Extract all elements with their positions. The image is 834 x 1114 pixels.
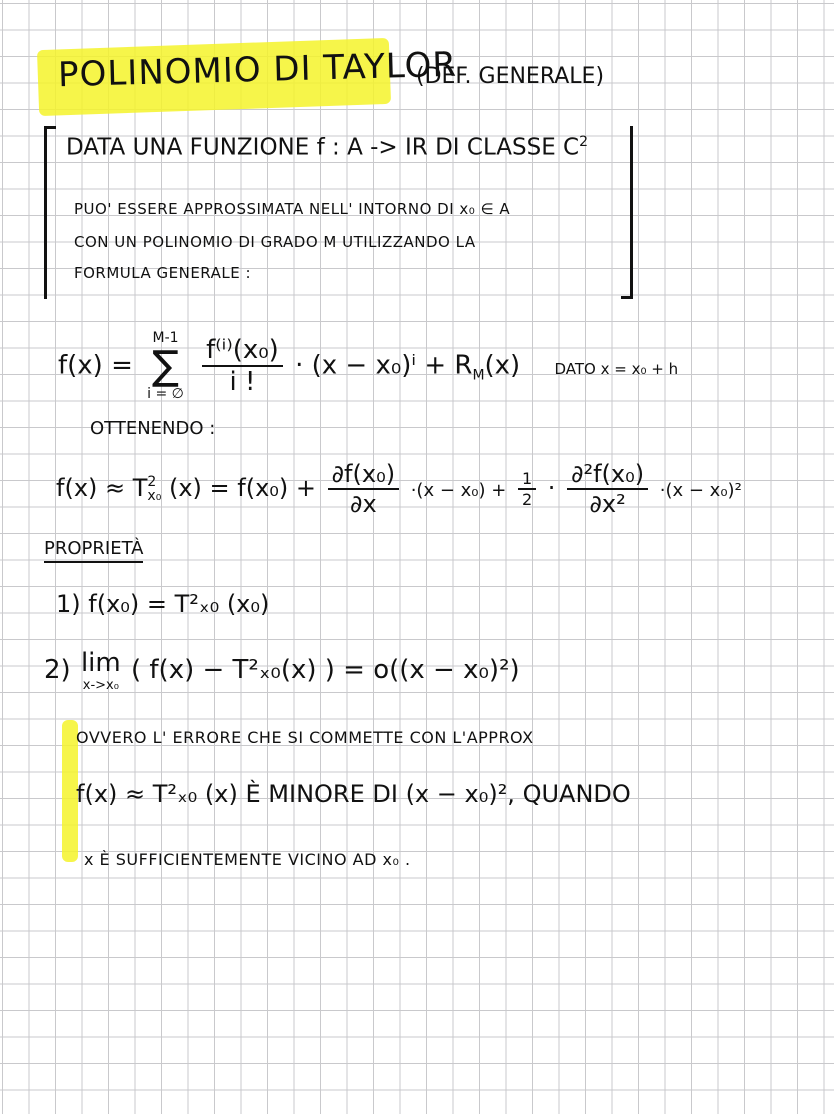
note-line-2: f(x) ≈ T²ₓ₀ (x) È MINORE DI (x − x₀)², QUANDO <box>76 780 631 808</box>
derivative-fraction: $\frac{\text{f⁽ⁱ⁾(x₀)}}{i !}$ <box>202 335 283 397</box>
definition-line-1: DATA UNA FUNZIONE f : A -> IR DI CLASSE $C^2$ <box>66 134 589 161</box>
note-line-1: OVVERO L' ERRORE CHE SI COMMETTE CON L'APPROX <box>76 728 534 747</box>
taylor-general-formula: f(x) = M-1 ∑ i = ∅ $\frac{\text{f⁽ⁱ⁾(x₀)}}{i !}$ · $(x - x_0)^i + R_M(x)$ DATO x = x₀ + h <box>58 330 679 402</box>
obtaining-label: OTTENENDO : <box>90 418 216 439</box>
definition-line-4: FORMULA GENERALE : <box>74 264 252 282</box>
note-line-3: x È SUFFICIENTEMENTE VICINO AD x₀ . <box>84 850 411 869</box>
second-derivative: $\frac{\text{∂²f(x₀)}}{\text{∂x²}}$ <box>567 460 648 518</box>
formula1-rest: · (x − x₀)ⁱ + R <box>295 350 473 381</box>
property-2: 2) lim x->x₀ ( f(x) − T²ₓ₀(x) ) = o((x − x₀)²) <box>44 648 520 693</box>
page-subtitle: (DEF. GENERALE) <box>416 64 605 89</box>
first-derivative: $\frac{\text{∂f(x₀)}}{\partial x}$ <box>328 460 399 518</box>
definition-line-3: CON UN POLINOMIO DI GRADO M UTILIZZANDO LA <box>74 233 476 251</box>
page-title: POLINOMIO DI TAYLOR <box>57 44 458 96</box>
formula1-lhs: f(x) = <box>58 350 133 381</box>
definition-line-2: PUO' ESSERE APPROSSIMATA NELL' INTORNO DI x₀ ∈ A <box>74 200 511 218</box>
half-fraction: $\frac{1}{2}$ <box>518 469 536 509</box>
formula1-condition: DATO x = x₀ + h <box>554 359 679 378</box>
summation: M-1 ∑ i = ∅ <box>147 330 184 402</box>
taylor-second-order-formula: f(x) ≈ T 2 x₀ (x) = f(x₀) + $\frac{\text{∂f(x₀)}}{\partial x}$ ·(x − x₀) + $\frac{1}{2}$ · $\frac{\text{∂²f(x₀)}}{\text{∂x²}}$ ·(x − x₀)² <box>56 460 742 518</box>
properties-title: PROPRIETÀ <box>44 538 143 563</box>
property-1: 1) f(x₀) = T²ₓ₀ (x₀) <box>56 590 270 618</box>
